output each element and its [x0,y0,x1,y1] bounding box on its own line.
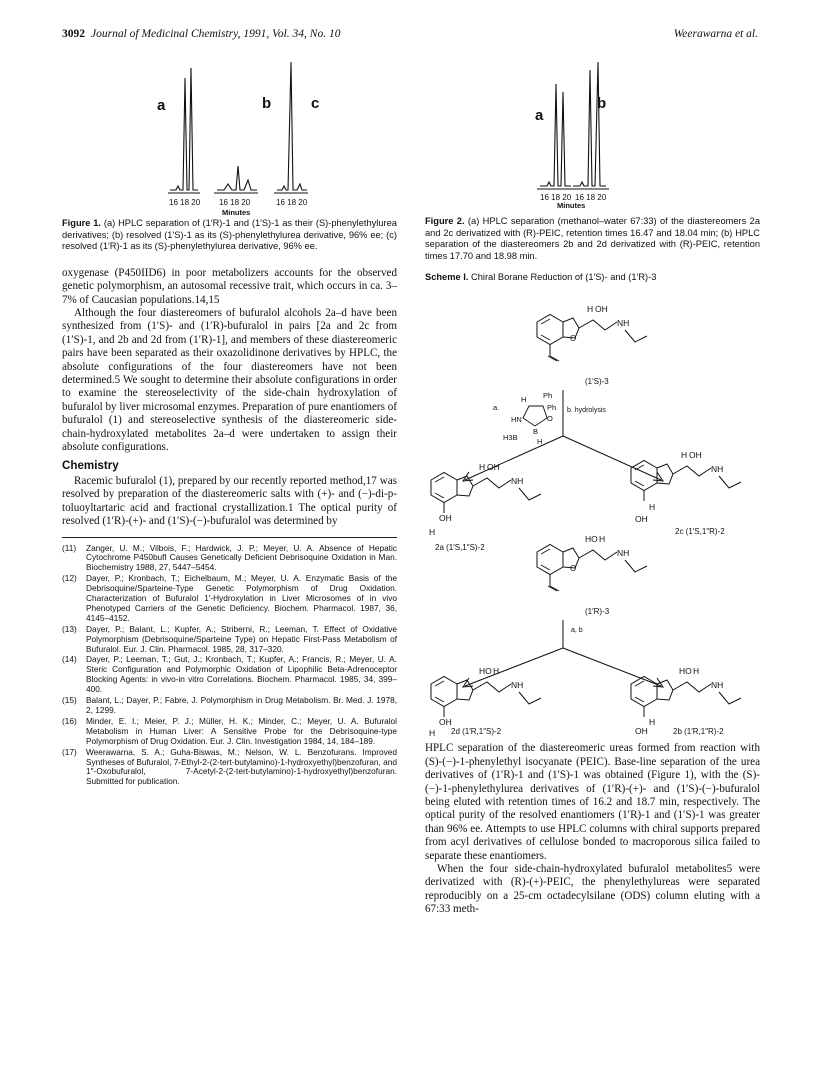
product-2c [631,450,741,524]
atom-nh: NH [511,476,524,487]
atom-hn: HN [511,415,522,425]
reference-item [62,717,397,747]
section-heading-chemistry: Chemistry [62,459,119,473]
figure-2-caption [425,216,760,262]
product-2d [429,666,541,736]
scheme-title [425,272,760,282]
product-2a [429,462,541,537]
fig1-trace-b [217,166,257,190]
atom-nh: NH [617,318,630,329]
atom-h: H [587,304,594,315]
fig1-ticks-a: 16 18 20 [169,198,201,207]
fig2-ticks-a: 16 18 20 [540,193,572,202]
fig1-trace-c [277,62,307,190]
reference-number: (15) [62,695,77,706]
fig1-axis-label: Minutes [222,208,251,217]
scheme-1-diagram [425,284,760,736]
fig2-trace-b [573,62,606,186]
fig1-peak-label-a: a [157,97,166,114]
atom-oh: OH [439,717,452,728]
fig1-peak-label-c: c [311,95,320,112]
reference-text: Dayer, P.; Kronbach, T.; Eichelbaum, M.; Meyer, U. A. Enzymatic Basis of the Debrisoquine/Sparteine-Type Genetic Polymorphism of Drug Oxidation. Characterization of Bufuralol 1′-Hydroxylation in Liver Microsomes of in vivo Phenotyped Carriers of the Genetic Deficiency. Biochem. Pharmacol. 1987, 36, 4145–4152. [86,573,397,623]
reference-item [62,625,397,655]
fig2-ticks-b: 16 18 20 [575,193,607,202]
figure-2-caption-text: (a) HPLC separation (methanol–water 67:33) of the diastereomers 2a and 2c derivatized with (R)-PEIC, retention times 16.47 and 18.04 min; (b) HPLC separation of the diastereomers 2b and 2d derivatized with (R)-PEIC, retention times 17.70 and 18.98 min. [425,216,760,261]
atom-oh: OH [689,450,702,461]
fig2-peak-label-a: a [535,107,544,124]
atom-h: H [521,395,527,405]
atom-h: H [493,666,500,677]
reference-number: (13) [62,623,77,634]
header-left [62,28,340,40]
scheme-title-text: Chiral Borane Reduction of (1′S)- and (1′R)-3 [471,272,657,283]
left-body-text [62,267,397,529]
left-paragraph-1: oxygenase (P450IID6) in poor metabolizers accounts for the observed genetic polymorphism, an autosomal recessive trait, which occurs in ca. 3–7% of Caucasian populations.14,15 [62,266,397,306]
label-2a: 2a (1′S,1″S)-2 [435,543,485,553]
atom-o: O [570,564,577,574]
reference-number: (17) [62,746,77,757]
figure-2-caption-label: Figure 2. [425,216,465,226]
fig1-peak-label-b: b [262,95,272,112]
reference-text: Dayer, P.; Leeman, T.; Gut, J.; Kronbach, T.; Kupfer, A.; Francis, R.; Meyer, U. A. Steric Configuration and Polymorphic Oxidation of Lipophilic Beta-Adrenoceptor Blocking Agents: in vivo-in vitro Correlations. Biochem. Pharmacol. 1985, 34, 399–400. [86,654,397,695]
reference-text: Dayer, P.; Balant, L.; Kupfer, A.; Striberni, R.; Leeman, T. Effect of Oxidative Polymorphism (Debrisoquine/Sparteine Type) on Hepatic First-Pass Metabolism of Bufuralol. Eur. J. Clin. Pharmacol. 1985, 28, 317–320. [86,623,397,654]
atom-h3b: H3B [503,433,518,443]
figure-1 [62,48,397,253]
figure-2 [425,48,760,262]
atom-ho: HO [679,666,692,677]
compound-1r-3 [537,534,647,591]
atom-nh: NH [511,680,524,691]
left-column [62,48,397,788]
reference-text: Balant, L.; Dayer, P.; Fabre, J. Polymorphism in Drug Metabolism. Br. Med. J. 1978, 2, 1299. [86,695,397,715]
atom-h: H [429,728,436,737]
reagent-b-label: b. hydrolysis [567,407,606,415]
atom-nh: NH [711,680,724,691]
right-body-text [425,742,760,916]
figure-1-caption-text: (a) HPLC separation of (1′R)-1 and (1′S)-1 as their (S)-phenylethylurea derivatives; (b) resolved (1′S)-1 as its (S)-phenylethylurea derivative, 96% ee; (c) resolved (1′R)-1 as its (S)-phenylethylurea derivative, 96% ee. [62,218,397,252]
oxazaborolidine-reagent [493,391,606,446]
fig1-ticks-c: 16 18 20 [276,198,308,207]
atom-o: O [547,414,553,424]
fig1-ticks-b: 16 18 20 [219,198,251,207]
atom-b: B [533,427,539,437]
atom-nh: NH [617,548,630,559]
reference-item [62,544,397,574]
reference-item [62,655,397,695]
reagent-a-label: a. [493,403,500,413]
atom-h: H [599,534,606,545]
header-authors: Weerawarna et al. [673,28,758,40]
reagent-ab-label: a, b [571,627,583,635]
label-2c: 2c (1′S,1″R)-2 [675,527,725,537]
page-number: 3092 [62,28,85,40]
atom-oh: OH [635,726,648,737]
atom-ph: Ph [547,403,557,413]
reference-list [62,537,397,788]
product-2b [631,666,741,736]
atom-oh: OH [595,304,608,315]
reference-text: Zanger, U. M.; Vilbois, F.; Hardwick, J. P.; Meyer, U. A. Absence of Hepatic Cytochrome P450bufI Causes Genetically Deficient Debrisoquine Oxidation in Man. Biochemistry 1988, 27, 5447–5454. [86,542,397,573]
reference-number: (16) [62,715,77,726]
reference-number: (11) [62,542,77,553]
reference-number: (12) [62,573,77,584]
right-column [425,48,760,917]
figure-1-caption [62,218,397,253]
atom-oh: OH [487,462,500,473]
reference-number: (14) [62,654,77,665]
reference-item [62,748,397,788]
reference-item [62,574,397,624]
right-paragraph-2: When the four side-chain-hydroxylated bufuralol metabolites5 were derivatized with (R)-(+)-PEIC, the phenylethylureas were separated reproducibly on a 25-cm octadecylsilane (ODS) column eluting with a 67:33 meth- [425,863,760,916]
atom-ho: HO [585,534,598,545]
scheme-label: Scheme I. [425,272,469,283]
atom-ho: HO [479,666,492,677]
atom-h: H [693,666,700,677]
figure-1-caption-label: Figure 1. [62,218,102,228]
reference-text: Minder, E. I.; Meier, P. J.; Müller, H. K.; Minder, C.; Meyer, U. A. Bufuralol Metabolism in Human Liver: A Sensitive Probe for the Debrisoquine-type Polymorphism of Drug Oxidation. Eur. J. Clin. Investigation 1984, 14, 184–189. [86,715,397,746]
atom-h: H [649,717,656,728]
scheme-arrows-bottom [463,620,663,687]
atom-oh: OH [635,514,648,525]
figure-1-chromatograms [62,48,397,218]
left-paragraph-2: Although the four diastereomers of bufuralol alcohols 2a–d have been synthesized from (1′S)- and (1′R)-bufuralol in pairs [2a and 2c from (1′S)-1, and 2b and 2d from (1′R)-1], and members of these diastereomeric pairs have been separated as their oxazolidinone derivatives by HPLC, the absolute configurations of the four diastereomers have not been determined.5 We sought to determine their absolute configurations in order to examine the stereoselectivity of the side-chain hydroxylation of bufuralol by liver microsomal enzymes. Preparation of pure enantiomers of bufuralol (1) and stereoselective synthesis of the diastereomeric side-chain-hydroxylated metabolites 2a–d were undertaken to assign their absolute configurations. [62,307,397,454]
reference-text: Weerawarna, S. A.; Guha-Biswas, M.; Nelson, W. L. Benzofurans. Improved Syntheses of Bufuralol, 7-Ethyl-2-(2-tert-butylamino)-1-hydroxyethyl)benzofuran, and 1″-Oxobufuralol, 7-Acetyl-2-(2-tert-butylamino)-1-hydroxyethyl)benzofuran. Submitted for publication. [86,746,397,787]
running-header [62,28,758,44]
atom-nh: NH [711,464,724,475]
atom-h: H [479,462,486,473]
fig2-peak-label-b: b [597,95,607,112]
atom-h: H [429,527,436,538]
atom-h: H [649,502,656,513]
label-2b: 2b (1′R,1″R)-2 [673,727,724,737]
journal-citation: Journal of Medicinal Chemistry, 1991, Vol. 34, No. 10 [91,28,341,40]
right-paragraph-1: HPLC separation of the diastereomeric ureas formed from reaction with (S)-(−)-1-phenylethyl isocyanate (PEIC). Base-line separation of the urea derivatives of (1′R)-1 and (1′S)-1 was obtained (Figure 1), with the (S)-(−)-1-phenylethylurea derivatives of (1′R)-(+)- and (1′S)-(−)-bufuralol being eluted with retention times of 16.2 and 18.7 min, respectively. The optical purity of the resolved enantiomers (1′R)-1 and (1′S)-1 was greater than 96% ee. Attempts to use HPLC columns with chiral supports prepared from acyl derivatives of cellulose bonded to macroporous silica failed to separate these enantiomers. [425,742,760,862]
label-1s-3: (1′S)-3 [585,377,609,387]
fig2-axis-label: Minutes [557,201,586,208]
atom-ph: Ph [543,391,553,401]
reference-item [62,696,397,716]
left-paragraph-3: Racemic bufuralol (1), prepared by our recently reported method,17 was resolved by preparation of the diastereomeric salts with (+)- and (−)-di-p-toluoyltartaric acid and fractional crystallization.1 The optical purity of resolved (1′R)-(+)- and (1′S)-(−)-bufuralol was determined by [62,474,397,528]
atom-h: H [681,450,688,461]
fig2-trace-a [540,84,571,186]
label-1r-3: (1′R)-3 [585,607,610,617]
fig1-trace-a [170,68,198,190]
figure-2-chromatograms [425,48,760,208]
atom-oh: OH [439,513,452,524]
label-2d: 2d (1′R,1″S)-2 [451,727,502,737]
atom-h: H [537,437,543,447]
compound-1s-3 [537,304,647,361]
atom-o: O [570,334,577,344]
